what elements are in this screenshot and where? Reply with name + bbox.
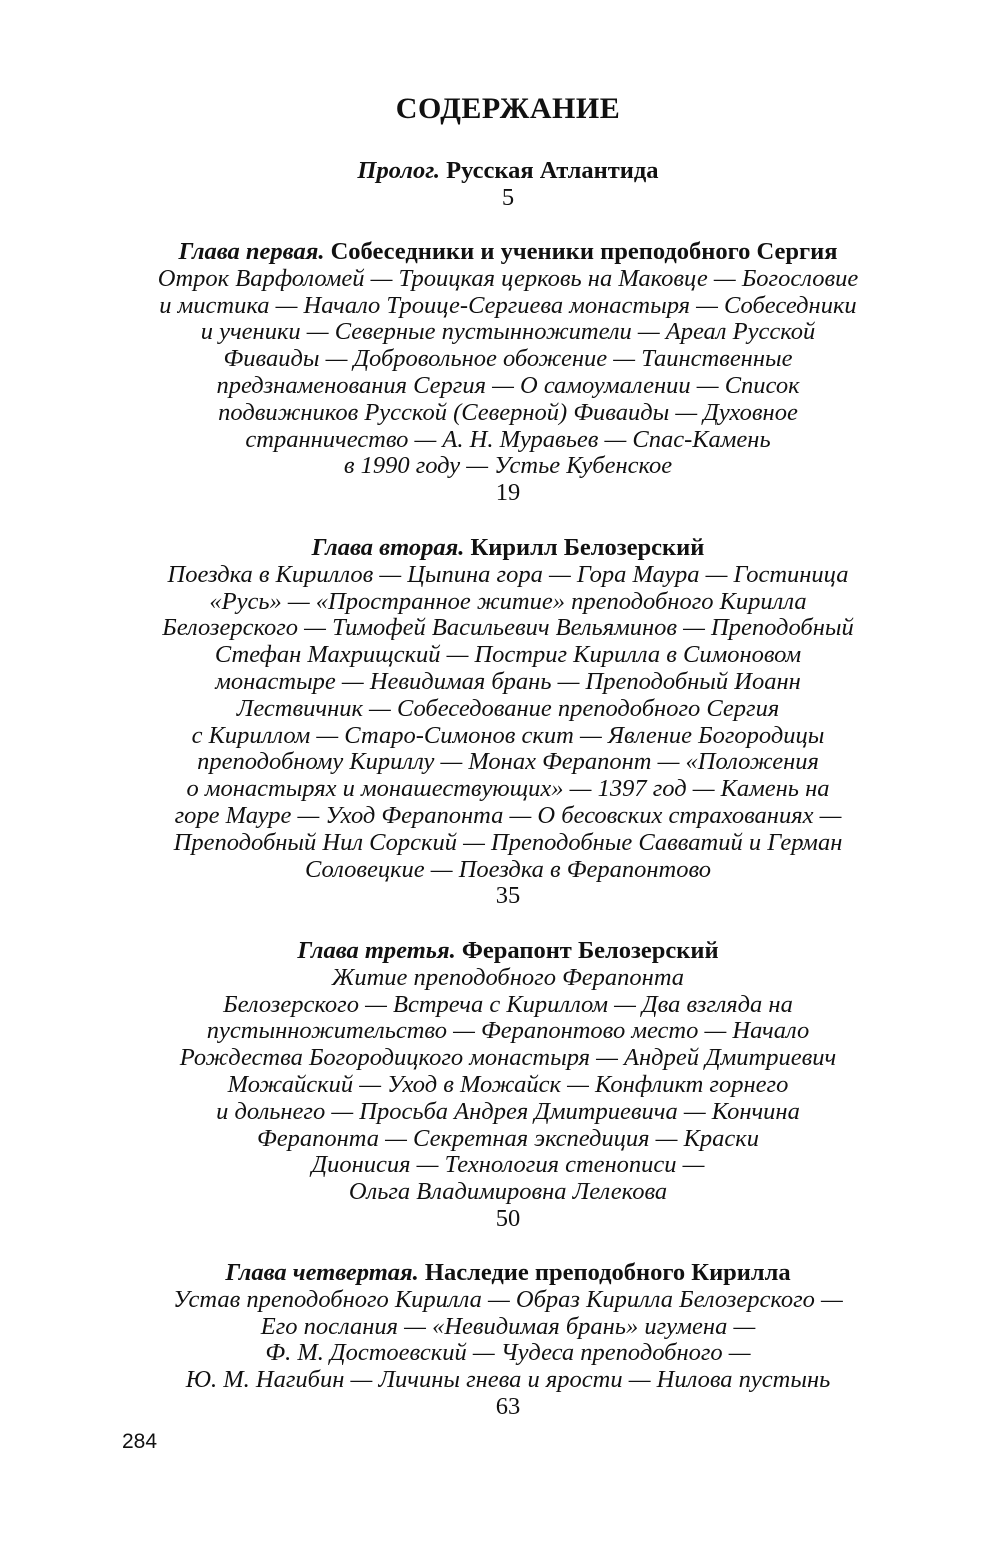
entry-heading (0, 158, 1000, 185)
entry-summary-line: Ю. М. Нагибин — Личины гнева и ярости — Нилова пустынь (185, 1366, 831, 1394)
entry-summary-line: Ф. М. Достоевский — Чудеса преподобного — (265, 1339, 751, 1367)
entry-summary-line: Преподобный Нил Сорский — Преподобные Савватий и Герман (173, 828, 843, 856)
toc-entry-prologue (0, 158, 1000, 212)
toc-entry-chapter-1 (0, 239, 1000, 507)
entry-summary-line: подвижников Русской (Северной) Фиваиды — Духовное (218, 398, 798, 426)
entry-summary-line: Дионисия — Технология стенописи — (311, 1151, 705, 1179)
entry-name: Наследие преподобного Кирилла (424, 1259, 791, 1286)
entry-summary-line: Его послания — «Невидимая брань» игумена — (260, 1312, 756, 1340)
entry-summary-line: предзнаменования Сергия — О самоумалении — Список (216, 371, 800, 399)
entry-summary-line: Белозерского — Встреча с Кириллом — Два взгляда на (223, 990, 793, 1018)
entry-summary-line: странничество — А. Н. Муравьев — Спас-Камень (245, 425, 771, 453)
entry-summary-line: Белозерского — Тимофей Васильевич Вельяминов — Преподобный (162, 614, 854, 642)
entry-summary-line: Житие преподобного Ферапонта (331, 963, 685, 991)
toc-entry-chapter-3 (0, 938, 1000, 1233)
entry-name: Кирилл Белозерский (470, 534, 705, 561)
toc-entry-chapter-2 (0, 535, 1000, 910)
entry-summary-line: Устав преподобного Кирилла — Образ Кирилла Белозерского — (173, 1285, 843, 1313)
entry-summary-line: Лествичник — Собеседование преподобного Сергия (236, 694, 780, 722)
entry-summary-line: Отрок Варфоломей — Троицкая церковь на Маковце — Богословие (157, 264, 859, 292)
entry-summary-line: Поездка в Кириллов — Цыпина гора — Гора Маура — Гостиница (167, 560, 849, 588)
folio-page-number: 284 (122, 1430, 158, 1453)
entry-summary-line: преподобному Кириллу — Монах Ферапонт — «Положения (197, 748, 819, 776)
entry-summary-line: и ученики — Северные пустынножители — Ареал Русской (200, 318, 816, 346)
entry-summary-line: Ольга Владимировна Лелекова (348, 1178, 668, 1206)
entry-summary-line: Можайский — Уход в Можайск — Конфликт горнего (227, 1070, 789, 1098)
entry-label: Глава вторая. (311, 534, 465, 561)
entry-summary-line: о монастырях и монашествующих» — 1397 год — Камень на (186, 775, 830, 803)
entry-summary-line: монастыре — Невидимая брань — Преподобный Иоанн (215, 667, 801, 695)
entry-heading (0, 938, 1000, 965)
entry-summary-line: в 1990 году — Устье Кубенское (343, 452, 673, 480)
entry-heading (0, 239, 1000, 266)
entry-label: Глава первая. (178, 238, 325, 265)
entry-name: Собеседники и ученики преподобного Сергия (330, 238, 838, 265)
entry-summary-line: Ферапонта — Секретная экспедиция — Краски (257, 1124, 759, 1152)
entry-summary-line: пустынножительство — Ферапонтово место — Начало (206, 1017, 810, 1045)
entry-summary-line: Фиваиды — Добровольное обожение — Таинственные (223, 345, 793, 373)
entry-label: Глава третья. (297, 937, 456, 964)
entry-summary-line: с Кириллом — Старо-Симонов скит — Явление Богородицы (191, 721, 825, 749)
entry-name: Ферапонт Белозерский (461, 937, 719, 964)
entry-summary-line: и дольнего — Просьба Андрея Дмитриевича — Кончина (216, 1097, 800, 1125)
page-title: СОДЕРЖАНИЕ (395, 92, 621, 125)
entry-label: Глава четвертая. (225, 1259, 419, 1286)
entry-name: Русская Атлантида (446, 157, 659, 184)
entry-summary-line: «Русь» — «Пространное житие» преподобного Кирилла (209, 587, 807, 615)
entry-summary-line: Рождества Богородицкого монастыря — Андрей Дмитриевич (179, 1044, 837, 1072)
entry-summary-line: Стефан Махрищский — Постриг Кирилла в Симоновом (214, 641, 802, 669)
entry-summary-line: и мистика — Начало Троице-Сергиева монастыря — Собеседники (159, 291, 857, 319)
entry-label: Пролог. (357, 157, 441, 184)
entry-page-number: 19 (495, 479, 521, 507)
entry-heading (0, 535, 1000, 562)
entry-page-number: 35 (495, 882, 521, 910)
entry-summary-line: горе Мауре — Уход Ферапонта — О бесовских страхованиях — (174, 801, 842, 829)
toc-entry-chapter-4 (0, 1260, 1000, 1421)
entry-heading (0, 1260, 1000, 1287)
entry-page-number: 63 (495, 1392, 521, 1420)
entry-page-number: 50 (495, 1204, 521, 1232)
entry-page-number: 5 (501, 183, 515, 211)
entry-summary-line: Соловецкие — Поездка в Ферапонтово (304, 855, 712, 883)
